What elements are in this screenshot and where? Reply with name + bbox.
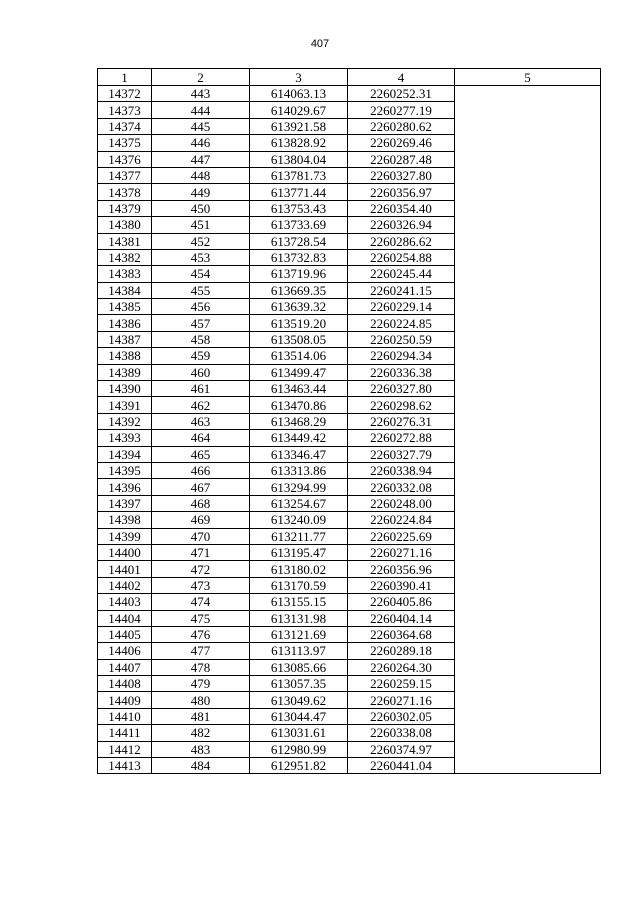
- table-cell-col-4: 2260254.88: [348, 249, 455, 265]
- table-cell-col-1: 14376: [98, 151, 152, 167]
- table-cell-col-2: 474: [152, 594, 250, 610]
- table-cell-col-1: 14386: [98, 315, 152, 331]
- table-cell-col-1: 14378: [98, 184, 152, 200]
- table-cell-col-3: 613240.09: [250, 512, 348, 528]
- table-cell-col-4: 2260338.94: [348, 462, 455, 478]
- table-cell-col-4: 2260259.15: [348, 676, 455, 692]
- table-cell-col-3: 613468.29: [250, 413, 348, 429]
- table-cell-col-3: 613771.44: [250, 184, 348, 200]
- table-cell-col-2: 454: [152, 266, 250, 282]
- table-cell-col-2: 481: [152, 708, 250, 724]
- table-cell-col-3: 613346.47: [250, 446, 348, 462]
- table-cell-col-1: 14410: [98, 708, 152, 724]
- table-cell-col-1: 14377: [98, 167, 152, 183]
- table-header: [98, 69, 601, 86]
- table-cell-col-4: 2260224.85: [348, 315, 455, 331]
- table-cell-col-4: 2260286.62: [348, 233, 455, 249]
- table-cell-col-4: 2260356.97: [348, 184, 455, 200]
- table-cell-col-2: 455: [152, 282, 250, 298]
- table-cell-col-1: 14381: [98, 233, 152, 249]
- table-cell-col-1: 14383: [98, 266, 152, 282]
- table-cell-col-3: 613508.05: [250, 331, 348, 347]
- table-cell-col-3: 613719.96: [250, 266, 348, 282]
- table-cell-col-2: 471: [152, 544, 250, 560]
- table-cell-col-1: 14402: [98, 577, 152, 593]
- table-cell-col-1: 14395: [98, 462, 152, 478]
- table-cell-col-4: 2260241.15: [348, 282, 455, 298]
- table-cell-col-3: 613519.20: [250, 315, 348, 331]
- table-cell-col-4: 2260271.16: [348, 692, 455, 708]
- table-cell-col-4: 2260364.68: [348, 626, 455, 642]
- table-cell-col-3: 613294.99: [250, 479, 348, 495]
- table-cell-col-4: 2260374.97: [348, 741, 455, 757]
- table-cell-col-2: 450: [152, 200, 250, 216]
- table-cell-col-1: 14396: [98, 479, 152, 495]
- table-cell-col-3: 614063.13: [250, 86, 348, 102]
- table-cell-col-1: 14411: [98, 725, 152, 741]
- table-cell-col-2: 463: [152, 413, 250, 429]
- table-cell-col-3: 613049.62: [250, 692, 348, 708]
- table-cell-col-1: 14397: [98, 495, 152, 511]
- table-cell-col-1: 14379: [98, 200, 152, 216]
- table-cell-col-3: 613254.67: [250, 495, 348, 511]
- table-cell-col-4: 2260356.96: [348, 561, 455, 577]
- coordinates-table: [97, 68, 601, 774]
- table-cell-col-2: 476: [152, 626, 250, 642]
- table-cell-col-3: 613669.35: [250, 282, 348, 298]
- table-cell-col-4: 2260250.59: [348, 331, 455, 347]
- table-cell-col-2: 453: [152, 249, 250, 265]
- header-col-2: 2: [152, 69, 250, 86]
- table-cell-col-2: 446: [152, 135, 250, 151]
- table-cell-col-4: 2260390.41: [348, 577, 455, 593]
- table-cell-col-2: 448: [152, 167, 250, 183]
- table-cell-col-3: 613514.06: [250, 348, 348, 364]
- table-cell-col-4: 2260338.08: [348, 725, 455, 741]
- table-cell-col-2: 464: [152, 430, 250, 446]
- table-cell-col-4: 2260289.18: [348, 643, 455, 659]
- table-cell-col-4: 2260248.00: [348, 495, 455, 511]
- table-cell-col-4: 2260272.88: [348, 430, 455, 446]
- table-cell-col-4: 2260327.80: [348, 167, 455, 183]
- table-cell-col-2: 447: [152, 151, 250, 167]
- table-cell-col-2: 449: [152, 184, 250, 200]
- table-cell-col-1: 14384: [98, 282, 152, 298]
- table-cell-col-4: 2260332.08: [348, 479, 455, 495]
- table-cell-col-4: 2260264.30: [348, 659, 455, 675]
- table-cell-col-1: 14405: [98, 626, 152, 642]
- table-cell-col-3: 613732.83: [250, 249, 348, 265]
- table-cell-col-4: 2260287.48: [348, 151, 455, 167]
- table-cell-col-4: 2260269.46: [348, 135, 455, 151]
- table-cell-col-1: 14403: [98, 594, 152, 610]
- table-cell-col-2: 466: [152, 462, 250, 478]
- table-cell-col-3: 613121.69: [250, 626, 348, 642]
- table-cell-col-2: 483: [152, 741, 250, 757]
- header-row: [98, 69, 601, 86]
- table-cell-col-2: 479: [152, 676, 250, 692]
- table-cell-col-4: 2260354.40: [348, 200, 455, 216]
- table-cell-col-4: 2260252.31: [348, 86, 455, 102]
- table-cell-col-4: 2260271.16: [348, 544, 455, 560]
- table-cell-col-1: 14387: [98, 331, 152, 347]
- table-cell-col-1: 14374: [98, 118, 152, 134]
- table-cell-col-2: 461: [152, 381, 250, 397]
- table-cell-col-3: 613921.58: [250, 118, 348, 134]
- table-cell-col-1: 14398: [98, 512, 152, 528]
- table-cell-col-3: 613449.42: [250, 430, 348, 446]
- table-cell-col-1: 14401: [98, 561, 152, 577]
- table-cell-col-1: 14392: [98, 413, 152, 429]
- table-cell-col-3: 613828.92: [250, 135, 348, 151]
- header-col-4: 4: [348, 69, 455, 86]
- table-row: [98, 86, 601, 102]
- table-cell-col-1: 14394: [98, 446, 152, 462]
- table-cell-col-4: 2260327.79: [348, 446, 455, 462]
- table-cell-col-3: 613753.43: [250, 200, 348, 216]
- table-cell-col-4: 2260404.14: [348, 610, 455, 626]
- table-cell-col-2: 460: [152, 364, 250, 380]
- table-cell-col-1: 14408: [98, 676, 152, 692]
- table-cell-col-1: 14385: [98, 299, 152, 315]
- table-body: [98, 86, 601, 774]
- table-cell-col-2: 451: [152, 217, 250, 233]
- table-cell-col-2: 468: [152, 495, 250, 511]
- table-cell-col-3: 613804.04: [250, 151, 348, 167]
- table-cell-col-4: 2260326.94: [348, 217, 455, 233]
- table-cell-col-4: 2260277.19: [348, 102, 455, 118]
- table-cell-col-3: 613195.47: [250, 544, 348, 560]
- table-cell-col-3: 613057.35: [250, 676, 348, 692]
- page-number: 407: [310, 38, 330, 50]
- table-cell-col-2: 484: [152, 758, 250, 774]
- table-cell-col-1: 14373: [98, 102, 152, 118]
- table-cell-col-5: [455, 86, 601, 774]
- table-cell-col-3: 613470.86: [250, 397, 348, 413]
- table-cell-col-2: 465: [152, 446, 250, 462]
- table-cell-col-3: 613313.86: [250, 462, 348, 478]
- table-cell-col-3: 613463.44: [250, 381, 348, 397]
- table-cell-col-2: 456: [152, 299, 250, 315]
- table-cell-col-4: 2260280.62: [348, 118, 455, 134]
- table-cell-col-3: 613781.73: [250, 167, 348, 183]
- table-cell-col-1: 14407: [98, 659, 152, 675]
- table-cell-col-3: 613085.66: [250, 659, 348, 675]
- table-cell-col-2: 480: [152, 692, 250, 708]
- table-cell-col-1: 14391: [98, 397, 152, 413]
- table-cell-col-2: 470: [152, 528, 250, 544]
- table-cell-col-4: 2260224.84: [348, 512, 455, 528]
- table-cell-col-1: 14406: [98, 643, 152, 659]
- table-cell-col-1: 14388: [98, 348, 152, 364]
- table-cell-col-2: 482: [152, 725, 250, 741]
- table-cell-col-3: 614029.67: [250, 102, 348, 118]
- table-cell-col-2: 472: [152, 561, 250, 577]
- table-cell-col-1: 14400: [98, 544, 152, 560]
- header-col-3: 3: [250, 69, 348, 86]
- table-cell-col-1: 14413: [98, 758, 152, 774]
- table-cell-col-3: 613131.98: [250, 610, 348, 626]
- table-cell-col-1: 14380: [98, 217, 152, 233]
- table-cell-col-2: 459: [152, 348, 250, 364]
- table-cell-col-3: 613044.47: [250, 708, 348, 724]
- table-cell-col-4: 2260229.14: [348, 299, 455, 315]
- table-cell-col-2: 445: [152, 118, 250, 134]
- table-cell-col-2: 452: [152, 233, 250, 249]
- table-cell-col-4: 2260225.69: [348, 528, 455, 544]
- table-cell-col-1: 14409: [98, 692, 152, 708]
- table-cell-col-4: 2260276.31: [348, 413, 455, 429]
- table-cell-col-2: 477: [152, 643, 250, 659]
- table-cell-col-3: 613499.47: [250, 364, 348, 380]
- table-cell-col-1: 14404: [98, 610, 152, 626]
- table-cell-col-4: 2260405.86: [348, 594, 455, 610]
- table-cell-col-3: 613211.77: [250, 528, 348, 544]
- table-cell-col-4: 2260294.34: [348, 348, 455, 364]
- table-cell-col-2: 457: [152, 315, 250, 331]
- table-cell-col-4: 2260245.44: [348, 266, 455, 282]
- table-cell-col-3: 613031.61: [250, 725, 348, 741]
- table-cell-col-2: 473: [152, 577, 250, 593]
- table-cell-col-3: 612980.99: [250, 741, 348, 757]
- table-cell-col-1: 14389: [98, 364, 152, 380]
- table-cell-col-4: 2260441.04: [348, 758, 455, 774]
- table-cell-col-3: 613733.69: [250, 217, 348, 233]
- table-cell-col-2: 443: [152, 86, 250, 102]
- table-cell-col-3: 613180.02: [250, 561, 348, 577]
- table-cell-col-3: 613113.97: [250, 643, 348, 659]
- table-cell-col-3: 613639.32: [250, 299, 348, 315]
- table-cell-col-1: 14375: [98, 135, 152, 151]
- table-cell-col-4: 2260327.80: [348, 381, 455, 397]
- table-cell-col-2: 478: [152, 659, 250, 675]
- table-cell-col-1: 14390: [98, 381, 152, 397]
- table-cell-col-4: 2260302.05: [348, 708, 455, 724]
- header-col-5: 5: [455, 69, 601, 86]
- table-cell-col-2: 469: [152, 512, 250, 528]
- table-cell-col-1: 14372: [98, 86, 152, 102]
- table-cell-col-2: 475: [152, 610, 250, 626]
- table-cell-col-3: 612951.82: [250, 758, 348, 774]
- table-cell-col-3: 613170.59: [250, 577, 348, 593]
- table-cell-col-1: 14393: [98, 430, 152, 446]
- table-cell-col-4: 2260336.38: [348, 364, 455, 380]
- table-cell-col-3: 613155.15: [250, 594, 348, 610]
- table-cell-col-1: 14382: [98, 249, 152, 265]
- table-cell-col-2: 458: [152, 331, 250, 347]
- table-cell-col-1: 14399: [98, 528, 152, 544]
- table-cell-col-1: 14412: [98, 741, 152, 757]
- header-col-1: 1: [98, 69, 152, 86]
- table-cell-col-3: 613728.54: [250, 233, 348, 249]
- table-cell-col-2: 444: [152, 102, 250, 118]
- table-cell-col-4: 2260298.62: [348, 397, 455, 413]
- table-cell-col-2: 467: [152, 479, 250, 495]
- table-cell-col-2: 462: [152, 397, 250, 413]
